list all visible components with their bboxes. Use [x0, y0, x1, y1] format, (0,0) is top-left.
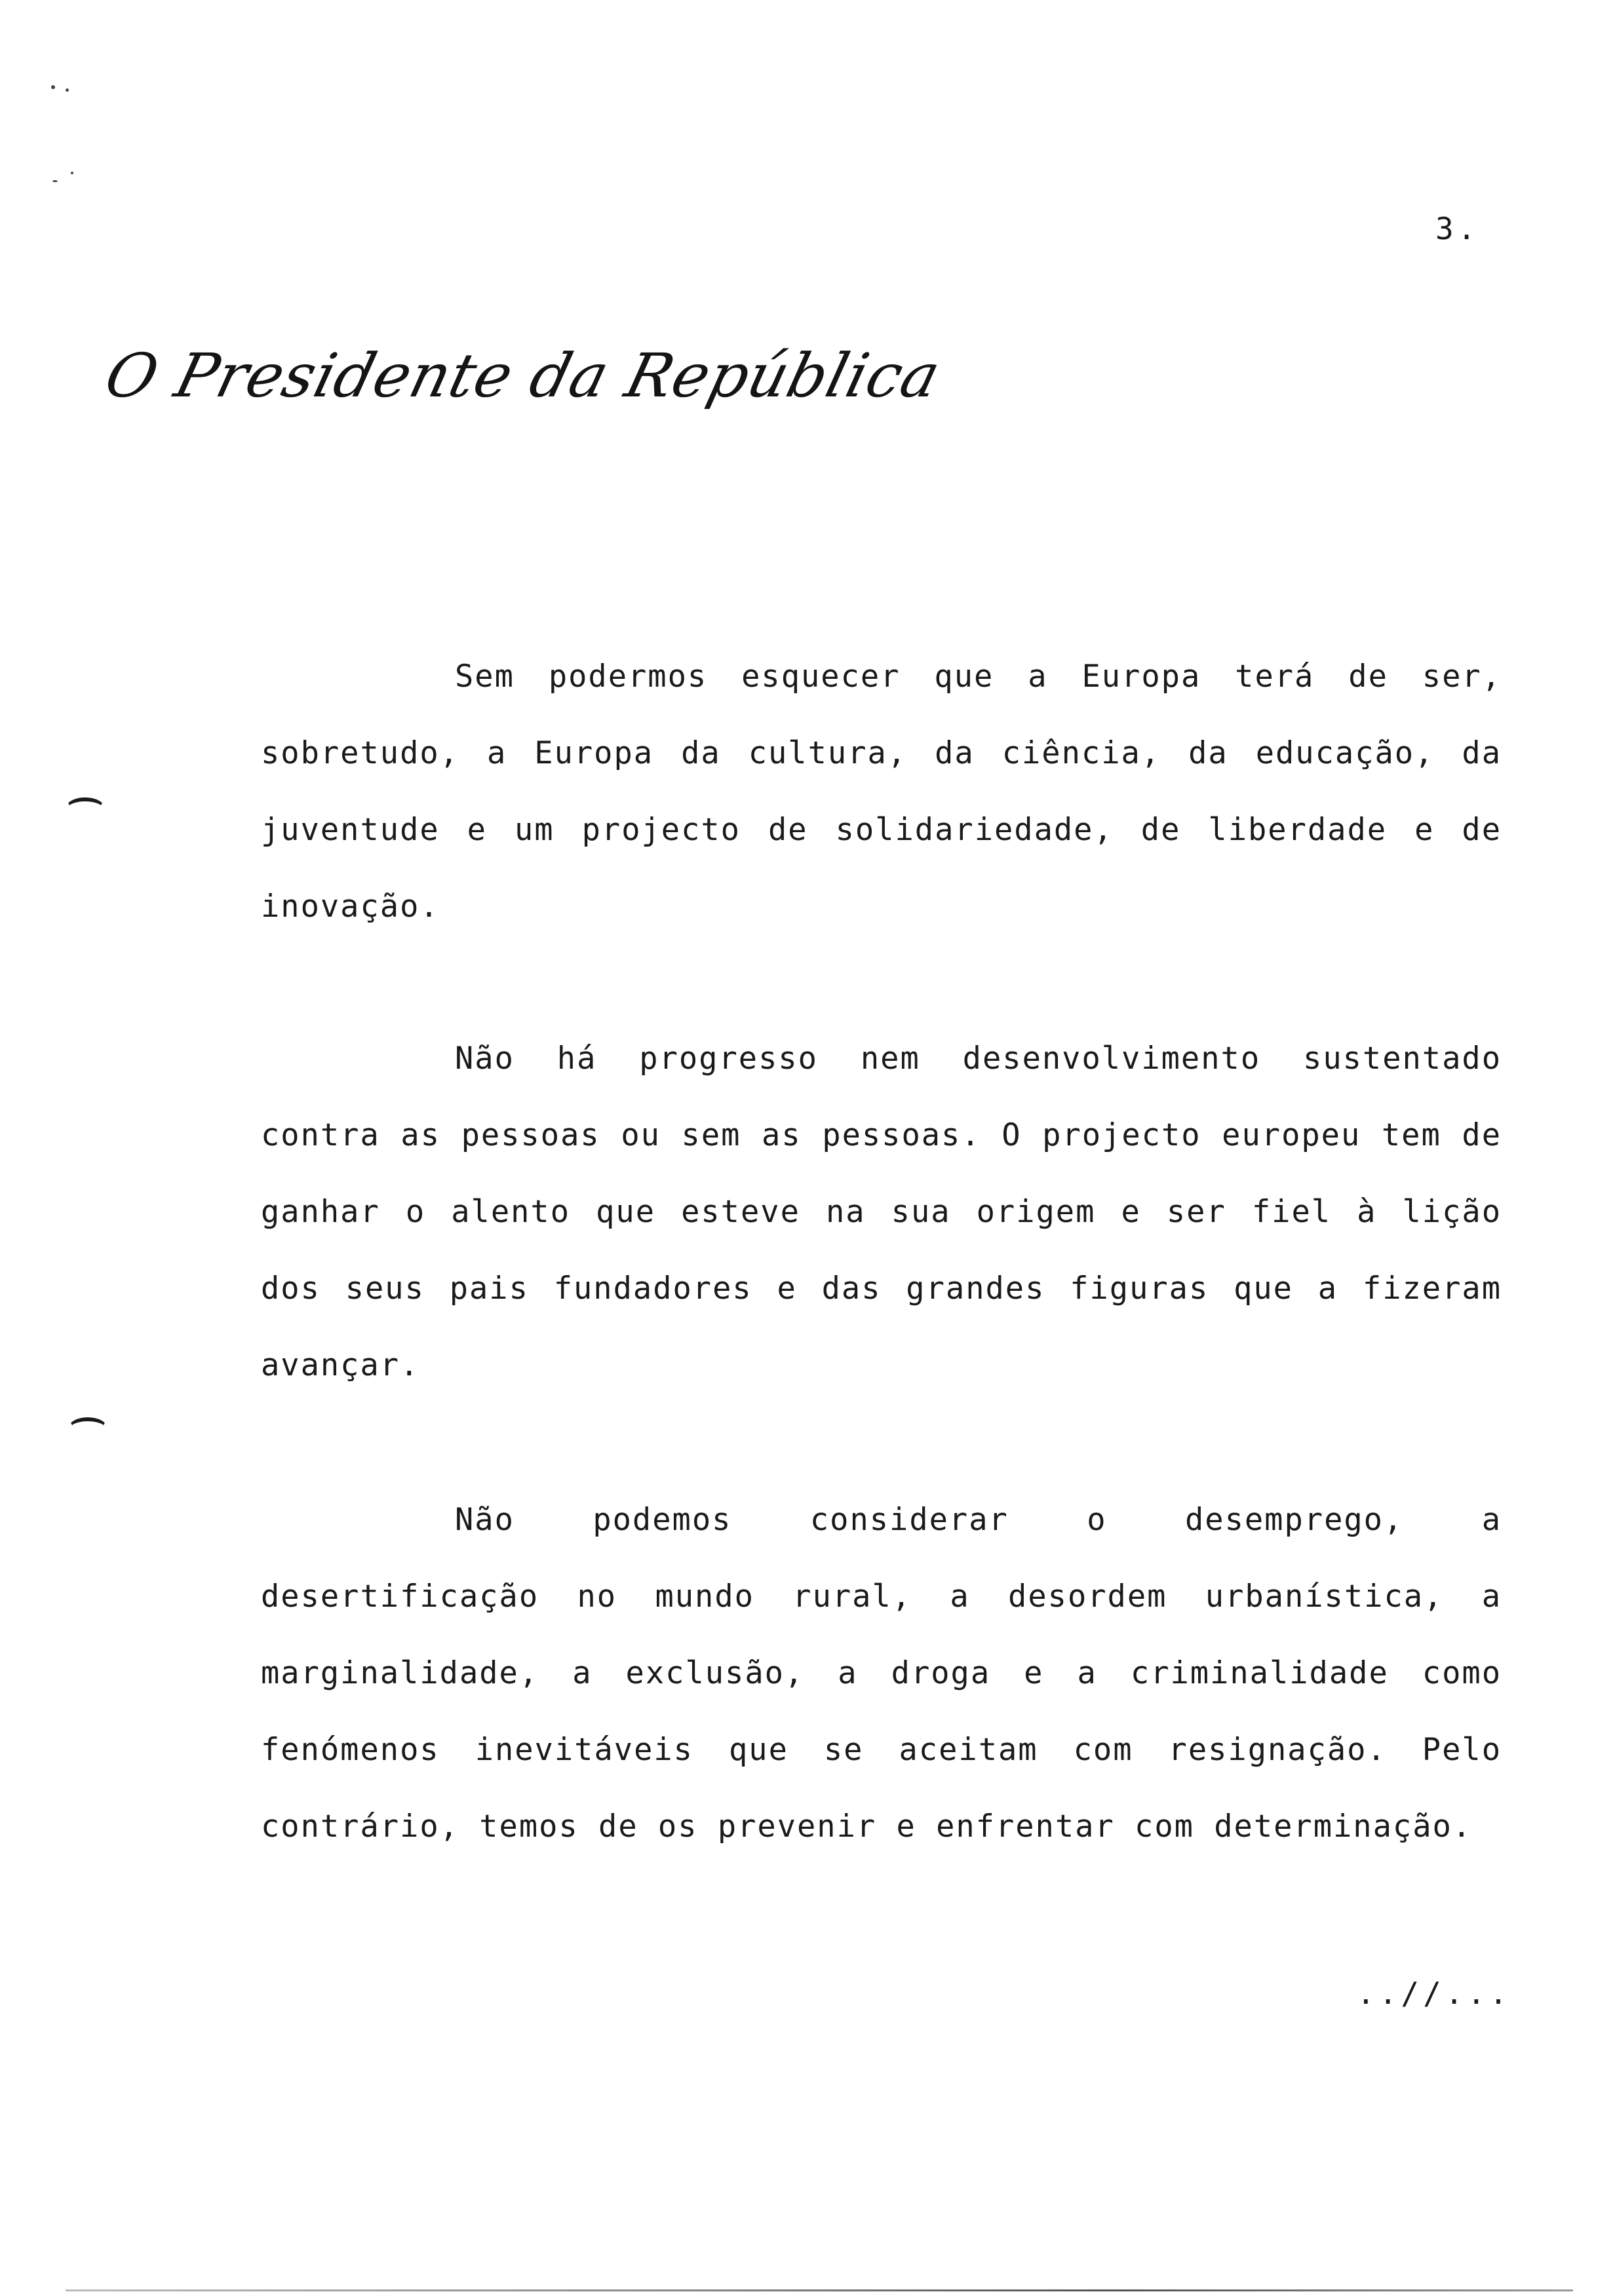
letterhead: O Presidente da República — [98, 341, 948, 411]
paragraph: Não há progresso nem desenvolvimento sustentado contra as pessoas ou sem as pessoas. O projecto europeu tem de ganhar o alento que esteve na sua origem e ser fiel à lição dos seus pais fundadores e das grandes figuras que a fizeram avançar. — [261, 1041, 1502, 1383]
scan-speck — [66, 88, 69, 92]
scan-speck — [51, 85, 55, 89]
scan-speck — [71, 172, 73, 174]
continuation-marker: ..//... — [1357, 1976, 1511, 2011]
page-number: 3. — [1435, 211, 1480, 246]
binder-hole-mark — [66, 797, 105, 820]
binder-hole-mark — [68, 1417, 107, 1440]
scan-edge-line — [66, 2289, 1573, 2291]
paragraph: Não podemos considerar o desemprego, a desertificação no mundo rural, a desordem urbanística, a marginalidade, a exclusão, a droga e a criminalidade como fenómenos inevitáveis que se aceitam com resignação. Pelo contrário, temos de os prevenir e enfrentar com determinação. — [261, 1502, 1502, 1845]
scan-speck — [52, 180, 58, 182]
paragraph: Sem podermos esquecer que a Europa terá de ser, sobretudo, a Europa da cultura, da ciência, da educação, da juventude e um projecto de solidariedade, de liberdade e de inovação. — [261, 659, 1502, 925]
